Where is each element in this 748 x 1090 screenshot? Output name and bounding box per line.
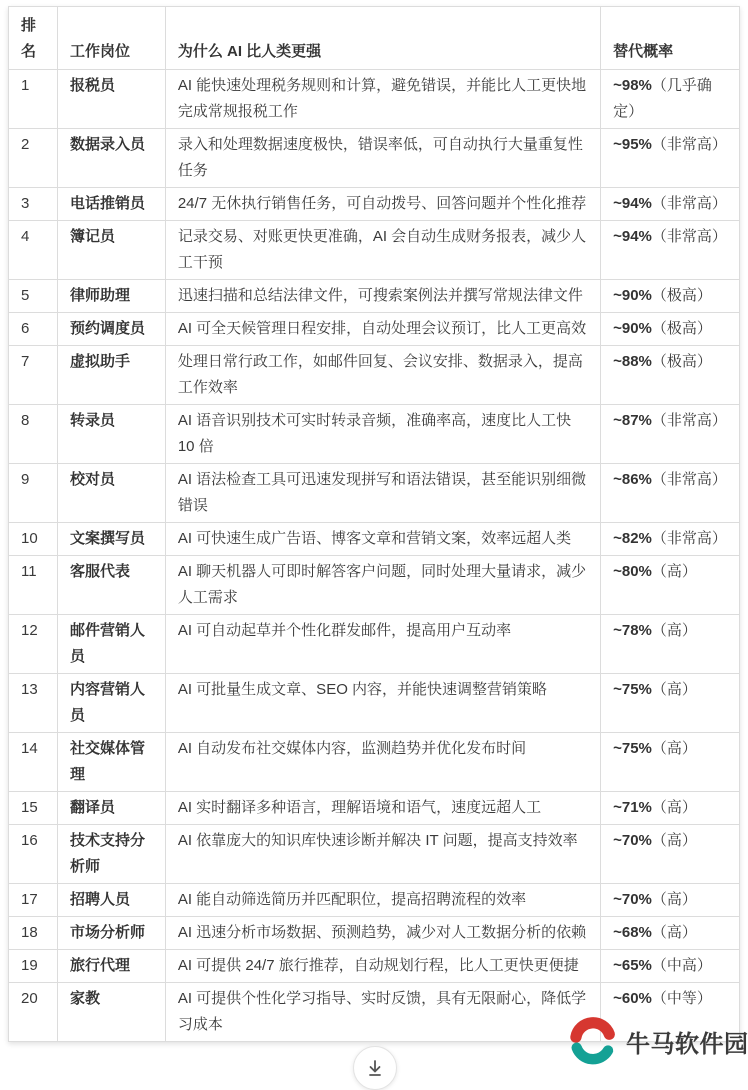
rank-cell: 8 xyxy=(9,405,58,464)
probability-note: （高） xyxy=(651,924,697,941)
probability-cell xyxy=(601,884,740,917)
reason-cell: AI 依靠庞大的知识库快速诊断并解决 IT 问题，提高支持效率 xyxy=(165,825,600,884)
job-cell: 电话推销员 xyxy=(57,188,165,221)
job-cell: 律师助理 xyxy=(57,280,165,313)
probability-value: ~98% xyxy=(613,77,652,94)
table-header-row xyxy=(9,7,740,70)
probability-note: （极高） xyxy=(651,320,712,337)
rank-cell: 5 xyxy=(9,280,58,313)
table-row xyxy=(9,129,740,188)
rank-cell: 7 xyxy=(9,346,58,405)
probability-note: （高） xyxy=(651,622,697,639)
probability-cell xyxy=(601,313,740,346)
rank-cell: 4 xyxy=(9,221,58,280)
table-row xyxy=(9,792,740,825)
probability-cell xyxy=(601,556,740,615)
probability-value: ~71% xyxy=(613,799,652,816)
rank-cell: 3 xyxy=(9,188,58,221)
reason-cell: 迅速扫描和总结法律文件，可搜索案例法并撰写常规法律文件 xyxy=(165,280,600,313)
probability-value: ~90% xyxy=(613,320,652,337)
reason-cell: AI 迅速分析市场数据、预测趋势，减少对人工数据分析的依赖 xyxy=(165,917,600,950)
probability-cell xyxy=(601,917,740,950)
probability-value: ~65% xyxy=(613,957,652,974)
probability-note: （非常高） xyxy=(651,412,727,429)
probability-value: ~68% xyxy=(613,924,652,941)
watermark-logo-icon xyxy=(567,1012,619,1070)
job-cell: 数据录入员 xyxy=(57,129,165,188)
probability-value: ~87% xyxy=(613,412,652,429)
probability-cell xyxy=(601,129,740,188)
rank-cell: 1 xyxy=(9,70,58,129)
job-cell: 招聘人员 xyxy=(57,884,165,917)
probability-value: ~75% xyxy=(613,740,652,757)
probability-value: ~78% xyxy=(613,622,652,639)
rank-cell: 9 xyxy=(9,464,58,523)
reason-cell: 处理日常行政工作，如邮件回复、会议安排、数据录入，提高工作效率 xyxy=(165,346,600,405)
reason-cell: AI 可批量生成文章、SEO 内容，并能快速调整营销策略 xyxy=(165,674,600,733)
probability-note: （中等） xyxy=(651,990,712,1007)
probability-value: ~70% xyxy=(613,832,652,849)
job-cell: 技术支持分析师 xyxy=(57,825,165,884)
probability-cell xyxy=(601,70,740,129)
rank-cell: 19 xyxy=(9,950,58,983)
job-cell: 翻译员 xyxy=(57,792,165,825)
probability-note: （极高） xyxy=(651,287,712,304)
rank-cell: 2 xyxy=(9,129,58,188)
probability-cell xyxy=(601,792,740,825)
probability-value: ~90% xyxy=(613,287,652,304)
probability-note: （几乎确定） xyxy=(613,77,712,120)
reason-cell: AI 可快速生成广告语、博客文章和营销文案，效率远超人类 xyxy=(165,523,600,556)
reason-cell: AI 可全天候管理日程安排，自动处理会议预订，比人工更高效 xyxy=(165,313,600,346)
probability-cell xyxy=(601,464,740,523)
probability-value: ~88% xyxy=(613,353,652,370)
job-cell: 校对员 xyxy=(57,464,165,523)
job-cell: 文案撰写员 xyxy=(57,523,165,556)
table-row xyxy=(9,733,740,792)
reason-cell: AI 自动发布社交媒体内容，监测趋势并优化发布时间 xyxy=(165,733,600,792)
table-row xyxy=(9,556,740,615)
probability-note: （高） xyxy=(651,563,697,580)
header-reason: 为什么 AI 比人类更强 xyxy=(165,7,600,70)
job-cell: 虚拟助手 xyxy=(57,346,165,405)
rank-cell: 13 xyxy=(9,674,58,733)
ai-replacement-table xyxy=(8,6,740,1042)
reason-cell: 记录交易、对账更快更准确，AI 会自动生成财务报表，减少人工干预 xyxy=(165,221,600,280)
probability-note: （中高） xyxy=(651,957,712,974)
probability-note: （非常高） xyxy=(651,195,727,212)
reason-cell: AI 语法检查工具可迅速发现拼写和语法错误，甚至能识别细微错误 xyxy=(165,464,600,523)
probability-cell xyxy=(601,346,740,405)
rank-cell: 11 xyxy=(9,556,58,615)
reason-cell: AI 可提供 24/7 旅行推荐，自动规划行程，比人工更快更便捷 xyxy=(165,950,600,983)
reason-cell: AI 语音识别技术可实时转录音频，准确率高，速度比人工快 10 倍 xyxy=(165,405,600,464)
header-probability: 替代概率 xyxy=(601,7,740,70)
probability-value: ~75% xyxy=(613,681,652,698)
watermark xyxy=(567,1012,748,1070)
job-cell: 客服代表 xyxy=(57,556,165,615)
probability-cell xyxy=(601,221,740,280)
table-row xyxy=(9,70,740,129)
reason-cell: 24/7 无休执行销售任务，可自动拨号、回答问题并个性化推荐 xyxy=(165,188,600,221)
reason-cell: AI 聊天机器人可即时解答客户问题，同时处理大量请求，减少人工需求 xyxy=(165,556,600,615)
probability-note: （非常高） xyxy=(651,471,727,488)
table-row xyxy=(9,464,740,523)
probability-cell xyxy=(601,950,740,983)
probability-value: ~95% xyxy=(613,136,652,153)
probability-cell xyxy=(601,825,740,884)
table-row xyxy=(9,674,740,733)
probability-cell xyxy=(601,674,740,733)
probability-cell xyxy=(601,405,740,464)
probability-value: ~86% xyxy=(613,471,652,488)
job-cell: 市场分析师 xyxy=(57,917,165,950)
probability-note: （非常高） xyxy=(651,136,727,153)
table-row xyxy=(9,405,740,464)
probability-cell xyxy=(601,188,740,221)
arrow-down-icon xyxy=(364,1057,386,1079)
probability-value: ~80% xyxy=(613,563,652,580)
rank-cell: 6 xyxy=(9,313,58,346)
table-row xyxy=(9,917,740,950)
probability-note: （非常高） xyxy=(651,228,727,245)
job-cell: 预约调度员 xyxy=(57,313,165,346)
probability-value: ~94% xyxy=(613,195,652,212)
probability-note: （非常高） xyxy=(651,530,727,547)
table-row xyxy=(9,313,740,346)
watermark-logo-teal-arc xyxy=(577,1048,608,1059)
table-row xyxy=(9,280,740,313)
job-cell: 簿记员 xyxy=(57,221,165,280)
job-cell: 旅行代理 xyxy=(57,950,165,983)
header-job: 工作岗位 xyxy=(57,7,165,70)
rank-cell: 18 xyxy=(9,917,58,950)
probability-cell xyxy=(601,733,740,792)
probability-note: （高） xyxy=(651,891,697,908)
rank-cell: 16 xyxy=(9,825,58,884)
probability-note: （极高） xyxy=(651,353,712,370)
job-cell: 邮件营销人员 xyxy=(57,615,165,674)
probability-value: ~70% xyxy=(613,891,652,908)
probability-value: ~94% xyxy=(613,228,652,245)
job-cell: 转录员 xyxy=(57,405,165,464)
rank-cell: 20 xyxy=(9,983,58,1042)
watermark-logo-red-arc xyxy=(576,1023,609,1037)
probability-cell xyxy=(601,523,740,556)
probability-note: （高） xyxy=(651,681,697,698)
job-cell: 社交媒体管理 xyxy=(57,733,165,792)
reason-cell: AI 能快速处理税务规则和计算，避免错误，并能比人工更快地完成常规报税工作 xyxy=(165,70,600,129)
table-row xyxy=(9,221,740,280)
probability-cell xyxy=(601,615,740,674)
table-row xyxy=(9,346,740,405)
rank-cell: 14 xyxy=(9,733,58,792)
rank-cell: 17 xyxy=(9,884,58,917)
table-body xyxy=(9,70,740,1042)
table-row xyxy=(9,884,740,917)
probability-note: （高） xyxy=(651,740,697,757)
job-cell: 报税员 xyxy=(57,70,165,129)
rank-cell: 10 xyxy=(9,523,58,556)
scroll-down-button[interactable] xyxy=(353,1046,397,1090)
job-cell: 内容营销人员 xyxy=(57,674,165,733)
probability-value: ~60% xyxy=(613,990,652,1007)
table-row xyxy=(9,825,740,884)
reason-cell: AI 能自动筛选简历并匹配职位，提高招聘流程的效率 xyxy=(165,884,600,917)
table-row xyxy=(9,615,740,674)
table-row xyxy=(9,188,740,221)
probability-note: （高） xyxy=(651,799,697,816)
probability-cell xyxy=(601,280,740,313)
table-row xyxy=(9,523,740,556)
reason-cell: AI 实时翻译多种语言，理解语境和语气，速度远超人工 xyxy=(165,792,600,825)
watermark-text: 牛马软件园 xyxy=(626,1030,748,1058)
rank-cell: 12 xyxy=(9,615,58,674)
table-row xyxy=(9,950,740,983)
rank-cell: 15 xyxy=(9,792,58,825)
probability-value: ~82% xyxy=(613,530,652,547)
reason-cell: AI 可自动起草并个性化群发邮件，提高用户互动率 xyxy=(165,615,600,674)
reason-cell: AI 可提供个性化学习指导、实时反馈，具有无限耐心，降低学习成本 xyxy=(165,983,600,1042)
job-cell: 家教 xyxy=(57,983,165,1042)
header-rank: 排名 xyxy=(9,7,58,70)
probability-note: （高） xyxy=(651,832,697,849)
reason-cell: 录入和处理数据速度极快，错误率低，可自动执行大量重复性任务 xyxy=(165,129,600,188)
